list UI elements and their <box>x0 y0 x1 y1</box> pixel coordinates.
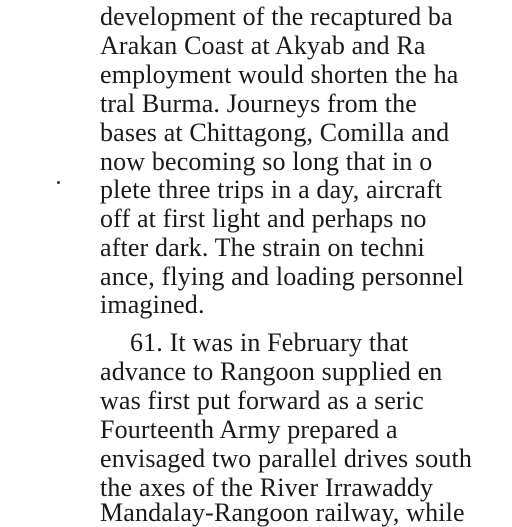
text-line: plete three trips in a day, aircraft <box>100 175 443 204</box>
text-line: development of the recaptured ba <box>100 2 453 31</box>
text-line: now becoming so long that in o <box>100 147 433 176</box>
paragraph-61-first-line: 61. It was in February that <box>130 328 409 357</box>
text-line: Arakan Coast at Akyab and Ra <box>100 31 426 60</box>
text-line: Mandalay-Rangoon railway, while <box>100 498 465 527</box>
text-line: imagined. <box>100 290 205 319</box>
text-line: was first put forward as a seric <box>100 386 424 415</box>
text-line: after dark. The strain on techni <box>100 233 425 262</box>
text-line: off at first light and perhaps no <box>100 204 427 233</box>
text-line: ance, flying and loading personnel <box>100 262 464 291</box>
text-line: the axes of the River Irrawaddy <box>100 473 434 502</box>
text-line: Fourteenth Army prepared a <box>100 415 398 444</box>
text-line: advance to Rangoon supplied en <box>100 357 443 386</box>
scan-speck <box>57 181 60 184</box>
text-line: tral Burma. Journeys from the <box>100 89 417 118</box>
text-line: bases at Chittagong, Comilla and <box>100 118 450 147</box>
text-line: envisaged two parallel drives south <box>100 444 473 473</box>
text-line: employment would shorten the ha <box>100 60 459 89</box>
